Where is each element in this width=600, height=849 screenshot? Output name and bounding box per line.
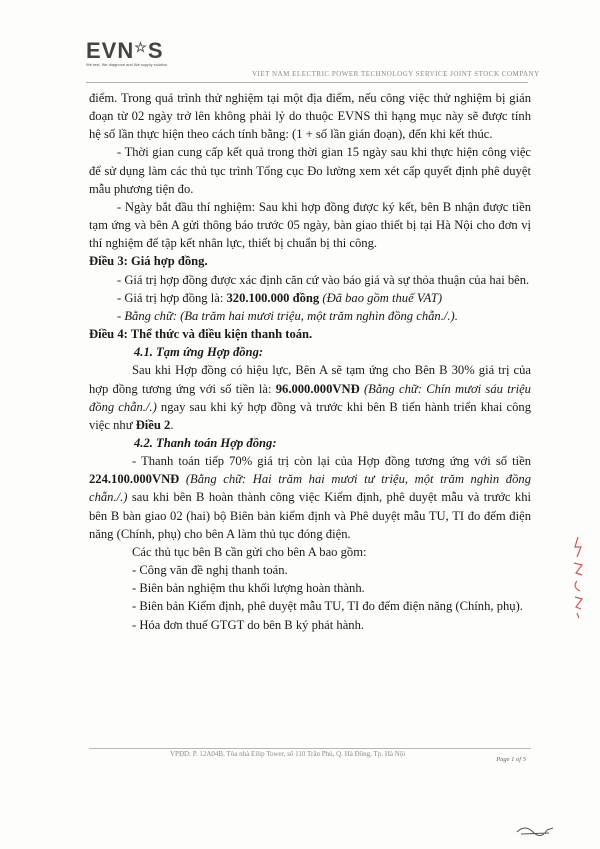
contract-amount: 320.100.000 đồng: [226, 290, 320, 305]
paragraph-contract-value: - Giá trị hợp đồng là: 320.100.000 đồng (Đã bao gồm thuế VAT): [117, 290, 443, 305]
paragraph-in-words: - Bằng chữ: (Ba trăm hai mươi triệu, một trăm nghìn đồng chẵn./.).: [117, 308, 458, 323]
document-body: [89, 89, 531, 634]
heading-contract-payment: 4.2. Thanh toán Hợp đồng:: [134, 435, 277, 450]
page-header: [0, 0, 600, 80]
list-item: - Biên bản Kiểm định, phê duyệt mẫu TU, TI đo đếm điện năng (Chính, phụ).: [132, 599, 523, 614]
list-item: - Biên bản nghiệm thu khối lượng hoàn thành.: [132, 581, 365, 596]
star-icon: ☆: [134, 39, 148, 55]
company-name: VIET NAM ELECTRIC POWER TECHNOLOGY SERVICE JOINT STOCK COMPANY: [252, 70, 540, 78]
evns-logo: EVN☆S: [86, 38, 164, 63]
heading-article-3: Điều 3: Giá hợp đồng.: [89, 254, 208, 269]
paragraph-advance-payment: Sau khi Hợp đồng có hiệu lực, Bên A sẽ tạm ứng cho Bên B 30% giá trị của hợp đồng tương ứng với số tiền là: 96.000.000VNĐ (Bằng chữ: Chín mươi sáu triệu đồng chẵn./.) ngay sau khi ký hợp đồng và trước khi bên B tiến hành triển khai công việc như Điều 2.: [89, 363, 531, 432]
footer-address: VPĐD: P. 12A04B, Tòa nhà Eilip Tower, số 110 Trần Phú, Q. Hà Đông, Tp. Hà Nội: [170, 750, 406, 758]
list-item: - Hóa đơn thuế GTGT do bên B ký phát hành.: [132, 617, 365, 632]
paragraph-final-payment: - Thanh toán tiếp 70% giá trị còn lại của Hợp đồng tương ứng với số tiền 224.100.000VNĐ (Bằng chữ: Hai trăm hai mươi tư triệu, một trăm nghìn đồng chẵn./.) sau khi bên B hoàn thành công việc Kiểm định, phê duyệt mẫu và trước khi bên B bàn giao 02 (hai) bộ Biên bản kiểm định và Phê duyệt mẫu TU, TI đo đếm điện năng (Chính, phụ) cho bên A làm thủ tục đóng điện.: [89, 454, 531, 541]
final-amount: 224.100.000VNĐ: [89, 472, 180, 487]
paragraph-contract-value-basis: - Giá trị hợp đồng được xác định căn cứ vào báo giá và sự thỏa thuận của hai bên.: [117, 272, 530, 287]
header-divider: [86, 82, 528, 83]
list-item: - Công văn đề nghị thanh toán.: [132, 563, 288, 578]
advance-amount: 96.000.000VNĐ: [275, 381, 360, 396]
paragraph-procedures-intro: Các thủ tục bên B cần gửi cho bên A bao gồm:: [132, 544, 367, 559]
heading-article-4: Điều 4: Thể thức và điều kiện thanh toán.: [89, 327, 313, 342]
paragraph-start-date: - Ngày bắt đầu thí nghiệm: Sau khi hợp đồng được ký kết, bên B nhận được tiền tạm ứng và bên A gửi thông báo trước 05 ngày, bàn giao thiết bị tại Hà Nội cho đơn vị thí nghiệm để tập kết nhân lực, thiết bị chuẩn bị thi công.: [89, 199, 531, 251]
footer-divider: [89, 748, 531, 749]
paragraph-interruption: điểm. Trong quá trình thử nghiệm tại một địa điểm, nếu công việc thử nghiệm bị gián đoạn từ 02 ngày trở lên không phải lỷ do thuộc EVNS thì hạng mục này sẽ được tính hệ số lần thực hiện theo cách tính bằng: (1 + số lần gián đoạn), đến khi kết thúc.: [89, 91, 531, 142]
heading-advance-payment: 4.1. Tạm ứng Hợp đồng:: [134, 345, 264, 360]
paragraph-result-time: - Thời gian cung cấp kết quả trong thời gian 15 ngày sau khi thực hiện công việc để sử dụng làm các thủ tục trình Tổng cục Đo lường xem xét cấp quyết định phê duyệt mẫu phương tiện đo.: [89, 145, 531, 196]
margin-stamp-mark: [568, 535, 588, 620]
logo-tagline: We test, We diagnose and We supply solution: [86, 62, 168, 67]
signature-mark: [515, 820, 555, 840]
page-number: Page 1 of 5: [496, 756, 526, 763]
